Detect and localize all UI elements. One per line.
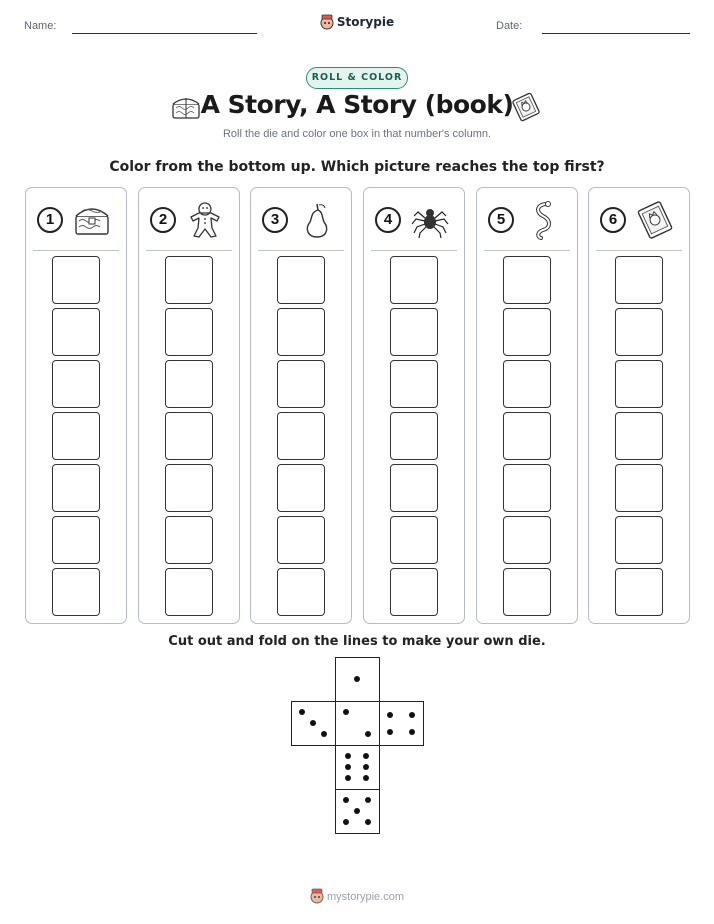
color-box[interactable]: [503, 308, 551, 356]
color-box[interactable]: [165, 464, 213, 512]
gourd-icon: [297, 200, 337, 240]
name-label: Name:: [24, 20, 57, 32]
color-box[interactable]: [390, 360, 438, 408]
storypie-logo-icon: [310, 888, 324, 904]
color-box[interactable]: [615, 464, 663, 512]
color-box[interactable]: [277, 256, 325, 304]
column-divider: [146, 250, 232, 251]
column-number: 5: [488, 207, 514, 233]
column-number: 6: [600, 207, 626, 233]
pip: [299, 709, 305, 715]
column-4: [363, 187, 465, 624]
color-box[interactable]: [503, 516, 551, 564]
color-box[interactable]: [503, 360, 551, 408]
column-divider: [484, 250, 570, 251]
pip: [409, 712, 415, 718]
column-number: 3: [262, 207, 288, 233]
color-box[interactable]: [503, 464, 551, 512]
color-box[interactable]: [615, 308, 663, 356]
color-box[interactable]: [503, 256, 551, 304]
column-1: [25, 187, 127, 624]
pip: [343, 709, 349, 715]
color-box[interactable]: [165, 360, 213, 408]
gingerbread-man-icon: [185, 200, 225, 240]
cat-book-icon: [635, 200, 675, 240]
column-5: [476, 187, 578, 624]
color-box[interactable]: [390, 412, 438, 460]
die-face-4: [379, 701, 424, 746]
die-face-5: [335, 789, 380, 834]
pip: [365, 731, 371, 737]
column-divider: [33, 250, 119, 251]
roll-and-color-badge: ROLL & COLOR: [306, 67, 408, 89]
footer-url[interactable]: mystorypie.com: [326, 891, 405, 903]
date-label: Date:: [496, 20, 523, 32]
column-divider: [596, 250, 682, 251]
color-box[interactable]: [615, 568, 663, 616]
color-box[interactable]: [165, 412, 213, 460]
name-line[interactable]: [72, 33, 257, 34]
pip: [345, 775, 351, 781]
color-box[interactable]: [52, 568, 100, 616]
pip: [363, 753, 369, 759]
pip: [343, 819, 349, 825]
pip: [310, 720, 316, 726]
pip: [343, 797, 349, 803]
column-3: [250, 187, 352, 624]
pip: [363, 764, 369, 770]
color-box[interactable]: [615, 360, 663, 408]
snake-icon: [523, 200, 563, 240]
color-box[interactable]: [390, 464, 438, 512]
pip: [354, 676, 360, 682]
color-box[interactable]: [615, 256, 663, 304]
subtitle: Roll the die and color one box in that number's column.: [222, 128, 492, 140]
column-number: 2: [150, 207, 176, 233]
color-box[interactable]: [52, 516, 100, 564]
pip: [345, 753, 351, 759]
color-box[interactable]: [277, 516, 325, 564]
treasure-chest-icon: [72, 200, 112, 240]
page-title: A Story, A Story (book): [200, 90, 514, 119]
color-box[interactable]: [277, 360, 325, 408]
storypie-logo-icon: [320, 14, 334, 30]
column-divider: [258, 250, 344, 251]
footer: [0, 888, 714, 904]
pip: [363, 775, 369, 781]
color-box[interactable]: [390, 516, 438, 564]
color-box[interactable]: [52, 256, 100, 304]
color-box[interactable]: [52, 360, 100, 408]
color-box[interactable]: [615, 516, 663, 564]
column-2: [138, 187, 240, 624]
die-face-6: [335, 745, 380, 790]
column-number: 1: [37, 207, 63, 233]
pip: [365, 819, 371, 825]
spider-icon: [410, 200, 450, 240]
color-box[interactable]: [52, 464, 100, 512]
color-box[interactable]: [165, 308, 213, 356]
color-box[interactable]: [390, 256, 438, 304]
instruction: Color from the bottom up. Which picture reaches the top first?: [109, 159, 605, 175]
pip: [345, 764, 351, 770]
color-box[interactable]: [277, 568, 325, 616]
cut-instruction: Cut out and fold on the lines to make your own die.: [168, 634, 546, 649]
color-box[interactable]: [277, 412, 325, 460]
pip: [354, 808, 360, 814]
color-box[interactable]: [503, 412, 551, 460]
color-box[interactable]: [165, 516, 213, 564]
color-box[interactable]: [503, 568, 551, 616]
brand: [0, 14, 714, 30]
color-box[interactable]: [277, 464, 325, 512]
column-divider: [371, 250, 457, 251]
date-line[interactable]: [542, 33, 690, 34]
column-6: [588, 187, 690, 624]
color-box[interactable]: [390, 568, 438, 616]
pip: [387, 729, 393, 735]
pip: [365, 797, 371, 803]
die-face-3: [291, 701, 336, 746]
color-box[interactable]: [52, 308, 100, 356]
color-box[interactable]: [165, 256, 213, 304]
pip: [387, 712, 393, 718]
column-number: 4: [375, 207, 401, 233]
color-box[interactable]: [615, 412, 663, 460]
pip: [321, 731, 327, 737]
color-box[interactable]: [165, 568, 213, 616]
color-box[interactable]: [52, 412, 100, 460]
color-box[interactable]: [277, 308, 325, 356]
die-face-2: [335, 701, 380, 746]
pip: [409, 729, 415, 735]
color-box[interactable]: [390, 308, 438, 356]
cat-book-icon: [511, 92, 541, 122]
brand-name: Storypie: [336, 15, 395, 29]
die-face-1: [335, 657, 380, 702]
